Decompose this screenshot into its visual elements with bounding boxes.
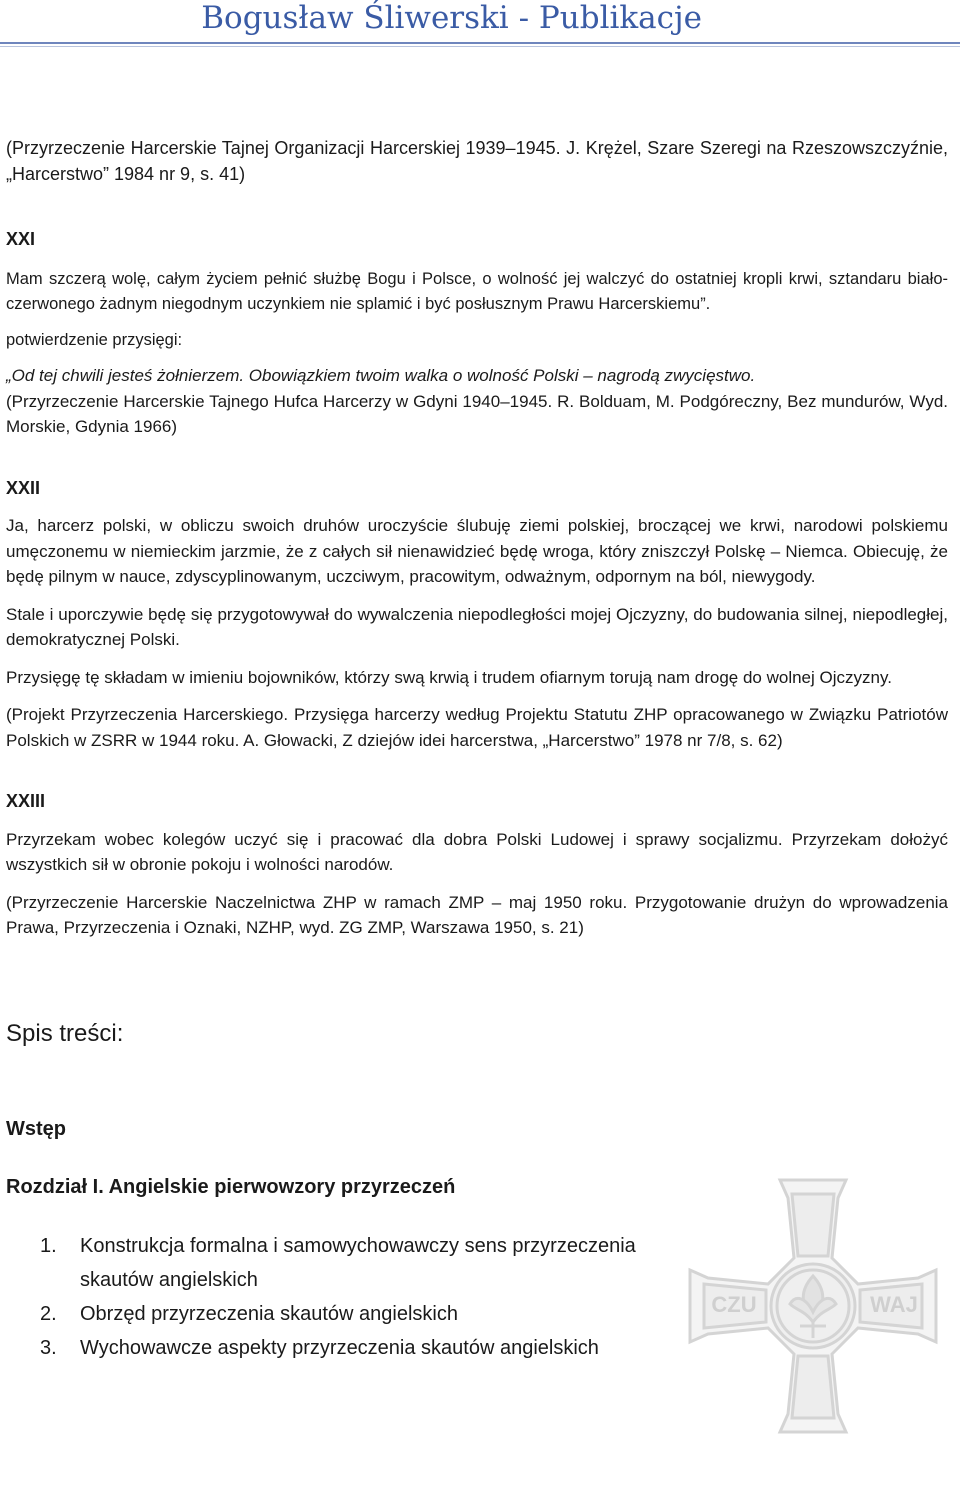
toc-item xyxy=(6,1331,700,1365)
toc-item xyxy=(6,1297,700,1331)
source-citation: (Przyrzeczenie Harcerskie Tajnej Organizacji Harcerskiej 1939–1945. J. Krężel, Szare Szeregi na Rzeszowszczyźnie, „Harcerstwo” 1984 nr 9, s. 41) xyxy=(6,138,948,184)
source-citation: (Projekt Przyrzeczenia Harcerskiego. Przysięga harcerzy według Projektu Statutu ZHP opracowanego w Związku Patriotów Polskich w ZSRR w 1944 roku. A. Głowacki, Z dziejów idei harcerstwa, „Harcerstwo” 1978 nr 7/8, s. 62) xyxy=(6,705,948,750)
toc-item xyxy=(6,1229,700,1297)
toc-item-number: 1. xyxy=(40,1234,57,1257)
confirm-text: „Od tej chwili jesteś żołnierzem. Obowiązkiem twoim walka o wolność Polski – nagrodą zwycięstwo. xyxy=(6,366,756,385)
oath-text: Przyrzekam wobec kolegów uczyć się i pracować dla dobra Polski Ludowej i sprawy socjalizmu. Przyrzekam dołożyć wszystkich sił w obronie pokoju i wolności narodów. xyxy=(6,829,948,874)
toc-item-number: 3. xyxy=(40,1336,57,1359)
toc-chapter-heading: Rozdział I. Angielskie pierwowzory przyrzeczeń xyxy=(6,1175,456,1198)
source-citation: (Przyrzeczenie Harcerskie Naczelnictwa ZHP w ramach ZMP – maj 1950 roku. Przygotowanie drużyn do wprowadzenia Prawa, Przyrzeczenia i Oznaki, NZHP, wyd. ZG ZMP, Warszawa 1950, s. 21) xyxy=(6,892,948,937)
section-heading: XXIII xyxy=(6,791,46,811)
section-heading: XXI xyxy=(6,229,36,249)
oath-text: Przysięgę tę składam w imieniu bojowników, którzy swą krwią i trudem ofiarnym torują nam drogę do wolnej Ojczyzny. xyxy=(6,667,892,687)
toc-title: Spis treści: xyxy=(6,1019,124,1047)
toc-intro: Wstęp xyxy=(6,1117,66,1140)
source-citation: (Przyrzeczenie Harcerskie Tajnego Hufca Harcerzy w Gdyni 1940–1945. R. Bolduam, M. Podgóreczny, Bez mundurów, Wyd. Morskie, Gdynia 1966) xyxy=(6,391,948,436)
header-divider-thin xyxy=(0,46,960,47)
toc-list xyxy=(6,1229,948,1365)
emblem-left-text: CZU xyxy=(711,1292,757,1317)
oath-text: Stale i uporczywie będę się przygotowywał do wywalczenia niepodległości mojej Ojczyzny, do budowania silnej, niepodległej, demokratycznej Polski. xyxy=(6,604,948,649)
toc-item-label: Wychowawcze aspekty przyrzeczenia skautów angielskich xyxy=(80,1336,599,1359)
emblem-right-text: WAJ xyxy=(870,1292,918,1317)
oath-text: Ja, harcerz polski, w obliczu swoich druhów uroczyście ślubuję ziemi polskiej, broczącej we krwi, narodowi polskiemu umęczonemu w niemieckim jarzmie, że z całych sił nienawidzieć będę wroga, który zniszczył Polskę – Niemca. Obiecuję, że będę pilnym w nauce, zdyscyplinowanym, uczciwym, pracowitym, odważnym, odpornym na ból, niewygody. xyxy=(6,516,948,586)
confirm-label: potwierdzenie przysięgi: xyxy=(6,330,183,349)
site-title: Bogusław Śliwerski - Publikacje xyxy=(201,0,702,36)
page-header xyxy=(0,0,960,48)
toc-item-label: Obrzęd przyrzeczenia skautów angielskich xyxy=(80,1302,458,1325)
toc-item-number: 2. xyxy=(40,1302,57,1325)
toc-item-label: Konstrukcja formalna i samowychowawczy sens przyrzeczenia skautów angielskich xyxy=(80,1234,636,1291)
oath-text: Mam szczerą wolę, całym życiem pełnić służbę Bogu i Polsce, o wolność jej walczyć do ostatniej kropli krwi, sztandaru biało-czerwonego żadnym niegodnym uczynkiem nie splamić i być posłusznym Prawu Harcerskiemu”. xyxy=(6,269,948,313)
section-heading: XXII xyxy=(6,477,41,498)
document-body xyxy=(6,135,948,1365)
header-divider xyxy=(0,42,960,44)
